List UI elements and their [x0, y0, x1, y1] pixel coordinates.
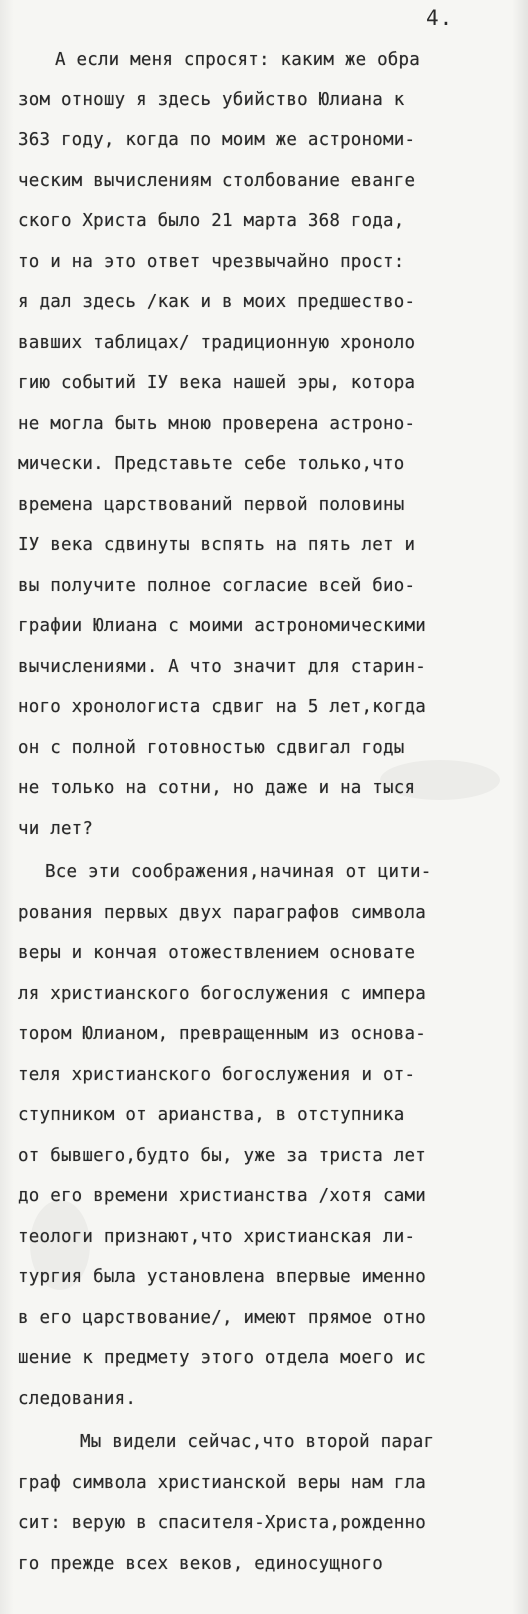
text-line: то и на это ответ чрезвычайно прост:: [18, 252, 405, 272]
text-line: вавших таблицах/ традиционную хроноло: [18, 333, 416, 353]
page-number: 4.: [426, 6, 454, 30]
text-line: я дал здесь /как и в моих предшество-: [18, 292, 416, 312]
text-line: гию событий IУ века нашей эры, котора: [18, 373, 416, 393]
text-line: сит: верую в спасителя-Христа,рожденно: [18, 1513, 426, 1533]
text-line: графии Юлиана с моими астрономическими: [18, 616, 426, 636]
text-line: тургия была установлена впервые именно: [18, 1267, 426, 1287]
text-line: граф символа христианской веры нам гла: [18, 1473, 426, 1493]
text-line: ческим вычислениям столбование еванге: [18, 171, 416, 191]
text-line: А если меня спросят: каким же обра: [55, 50, 421, 70]
text-line: тором Юлианом, превращенным из основа-: [18, 1024, 426, 1044]
text-line: не могла быть мною проверена астроно-: [18, 414, 416, 434]
text-line: мически. Представьте себе только,что: [18, 454, 405, 474]
text-line: зом отношу я здесь убийство Юлиана к: [18, 90, 405, 110]
text-line: ского Христа было 21 марта 368 года,: [18, 211, 405, 231]
text-line: вычислениями. А что значит для старин-: [18, 657, 426, 677]
text-line: веры и кончая отожествлением основате: [18, 943, 416, 963]
text-line: от бывшего,будто бы, уже за триста лет: [18, 1146, 426, 1166]
text-line: чи лет?: [18, 819, 94, 839]
text-line: ступником от арианства, в отступника: [18, 1105, 405, 1125]
text-line: вы получите полное согласие всей био-: [18, 576, 416, 596]
text-line: теологи признают,что христианская ли-: [18, 1227, 416, 1247]
text-line: времена царствований первой половины: [18, 495, 405, 515]
text-line: 363 году, когда по моим же астрономи-: [18, 130, 416, 150]
text-line: следования.: [18, 1389, 137, 1409]
text-line: шение к предмету этого отдела моего ис: [18, 1348, 426, 1368]
text-line: не только на сотни, но даже и на тыся: [18, 778, 416, 798]
text-line: в его царствование/, имеют прямое отно: [18, 1308, 426, 1328]
text-line: ля христианского богослужения с импера: [18, 984, 426, 1004]
text-line: Мы видели сейчас,что второй параг: [80, 1432, 435, 1452]
text-line: ного хронологиста сдвиг на 5 лет,когда: [18, 697, 426, 717]
text-line: он с полной готовностью сдвигал годы: [18, 738, 405, 758]
text-line: теля христианского богослужения и от-: [18, 1065, 416, 1085]
text-line: го прежде всех веков, единосущного: [18, 1554, 384, 1574]
text-line: до его времени христианства /хотя сами: [18, 1186, 426, 1206]
text-line: Все эти соображения,начиная от цити-: [45, 862, 432, 882]
text-line: рования первых двух параграфов символа: [18, 903, 426, 923]
text-line: IУ века сдвинуты вспять на пять лет и: [18, 535, 416, 555]
